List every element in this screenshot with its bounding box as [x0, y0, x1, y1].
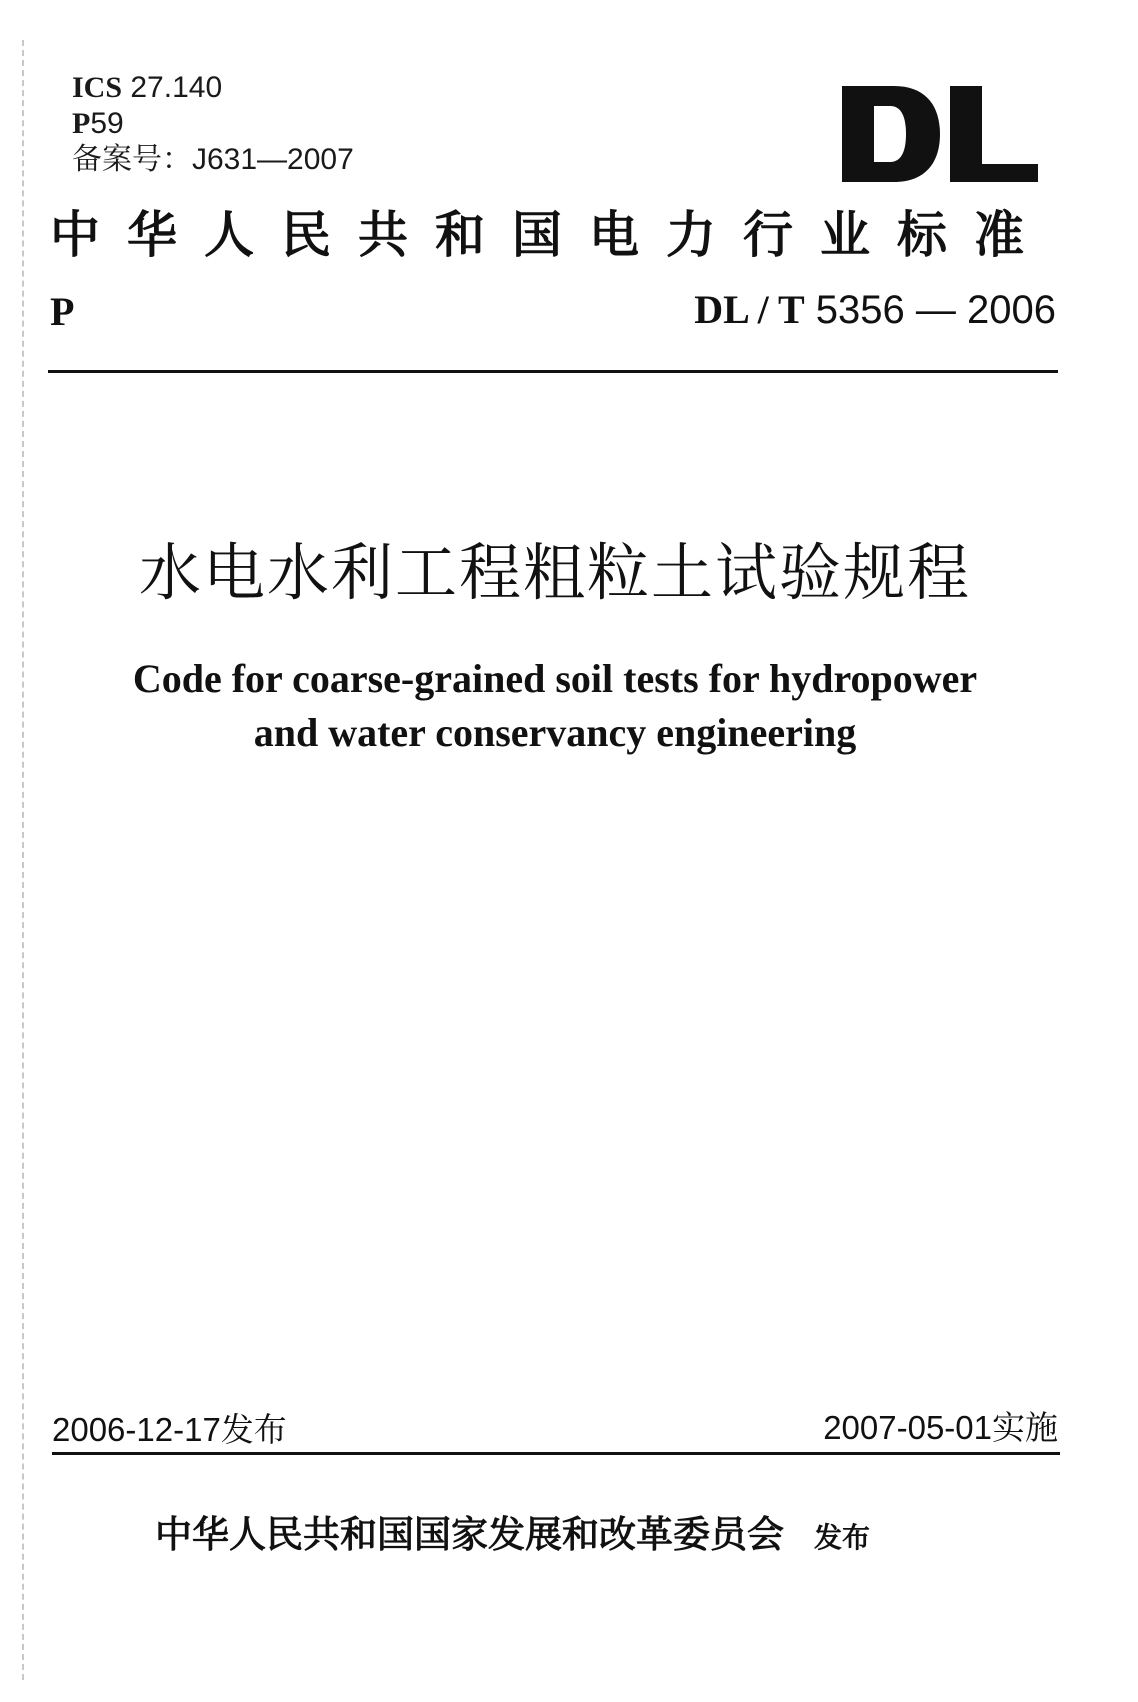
implementation-date: 2007-05-01实施: [823, 1409, 1058, 1446]
bottom-divider: [52, 1452, 1060, 1455]
category-letter: P: [50, 289, 75, 334]
publisher: [155, 1510, 870, 1562]
ics-label: ICS: [72, 71, 123, 104]
p-label: P: [72, 107, 91, 140]
standard-category-title: 中华人民共和国电力行业标准: [50, 205, 1051, 264]
dl-logo-l-glyph: [950, 86, 1038, 182]
filing-number: 备案号：J631—2007: [72, 143, 354, 176]
standard-number-value: 5356 — 2006: [815, 288, 1056, 332]
classification-block: [72, 70, 354, 178]
standard-number: [694, 286, 1056, 334]
ics-line: [72, 70, 354, 106]
scan-edge-line: [22, 40, 24, 1680]
p-code: 59: [90, 107, 124, 140]
publisher-verb: 发布: [814, 1521, 871, 1554]
dl-logo: [842, 84, 1038, 184]
title-english-line-2: and water conservancy engineering: [253, 710, 857, 755]
publisher-name: 中华人民共和国国家发展和改革委员会: [155, 1512, 784, 1556]
dl-logo-d-glyph: [842, 86, 940, 182]
title-chinese: 水电水利工程粗粒土试验规程: [138, 536, 971, 609]
title-english-line-1: Code for coarse-grained soil tests for hydropower: [132, 656, 978, 701]
ics-code: 27.140: [130, 71, 223, 104]
p-line: [72, 106, 354, 142]
top-divider: [48, 370, 1058, 373]
standard-number-prefix: DL / T: [694, 287, 805, 332]
issue-date: 2006-12-17发布: [52, 1411, 287, 1448]
title-english: [0, 652, 1110, 760]
